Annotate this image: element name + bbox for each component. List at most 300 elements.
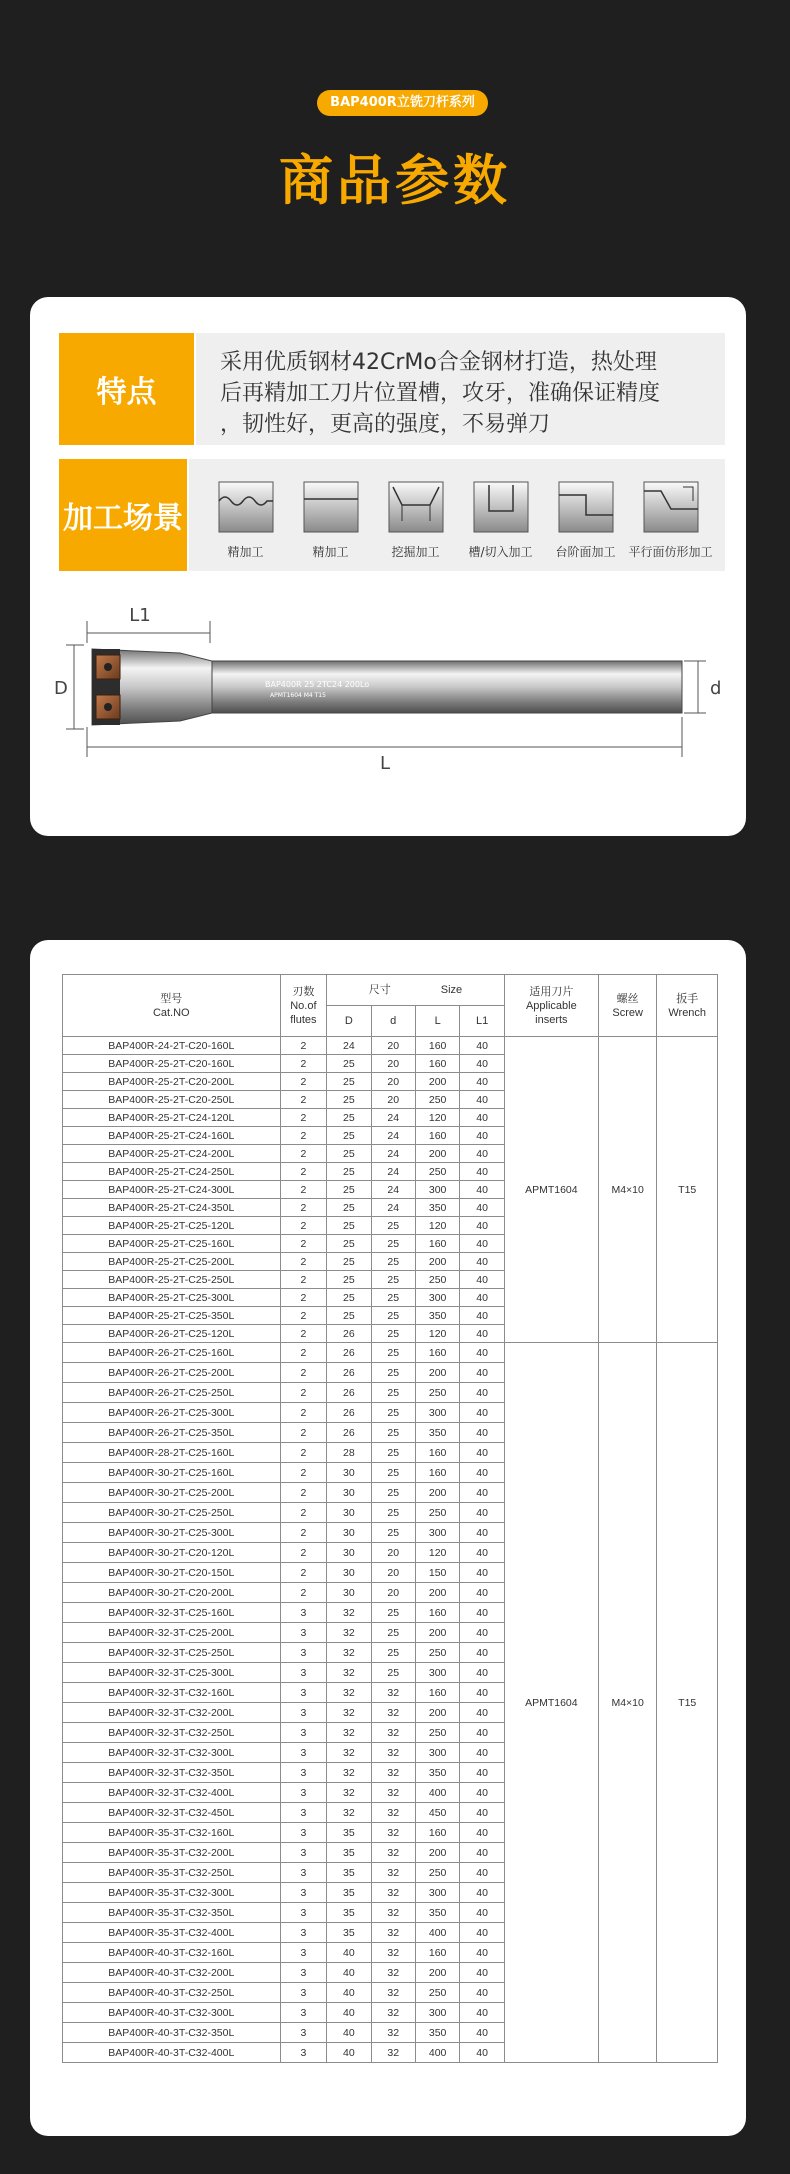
cell-model: BAP400R-32-3T-C32-400L xyxy=(63,1783,281,1803)
cell-d-big: 40 xyxy=(327,1943,371,1963)
cell-model: BAP400R-25-2T-C24-160L xyxy=(63,1127,281,1145)
cell-l1: 40 xyxy=(460,1289,504,1307)
cell-flutes: 2 xyxy=(280,1503,327,1523)
cell-d-big: 25 xyxy=(327,1055,371,1073)
tool-diagram xyxy=(30,597,746,787)
cell-flutes: 2 xyxy=(280,1037,327,1055)
cell-flutes: 2 xyxy=(280,1523,327,1543)
cell-d-small: 25 xyxy=(371,1271,415,1289)
cell-l1: 40 xyxy=(460,1253,504,1271)
cell-l: 250 xyxy=(415,1503,459,1523)
cell-l1: 40 xyxy=(460,1943,504,1963)
cell-flutes: 2 xyxy=(280,1563,327,1583)
cell-l1: 40 xyxy=(460,1463,504,1483)
cell-d-small: 32 xyxy=(371,1703,415,1723)
cell-model: BAP400R-30-2T-C20-150L xyxy=(63,1563,281,1583)
cell-d-big: 35 xyxy=(327,1823,371,1843)
cell-flutes: 2 xyxy=(280,1463,327,1483)
cell-d-big: 25 xyxy=(327,1145,371,1163)
cell-l1: 40 xyxy=(460,1127,504,1145)
cell-d-small: 25 xyxy=(371,1289,415,1307)
cell-d-small: 32 xyxy=(371,2003,415,2023)
scene-label: 挖掘加工 xyxy=(391,545,440,559)
cell-flutes: 3 xyxy=(280,1643,327,1663)
cell-model: BAP400R-30-2T-C20-200L xyxy=(63,1583,281,1603)
features-row xyxy=(59,333,725,445)
cell-flutes: 3 xyxy=(280,1603,327,1623)
scenes-content xyxy=(189,459,725,571)
cell-l: 250 xyxy=(415,1091,459,1109)
cell-d-big: 25 xyxy=(327,1109,371,1127)
cell-model: BAP400R-30-2T-C25-200L xyxy=(63,1483,281,1503)
cell-flutes: 3 xyxy=(280,1883,327,1903)
cell-flutes: 3 xyxy=(280,1943,327,1963)
cell-l1: 40 xyxy=(460,1743,504,1763)
cell-d-big: 25 xyxy=(327,1307,371,1325)
cell-model: BAP400R-30-2T-C25-250L xyxy=(63,1503,281,1523)
cell-l1: 40 xyxy=(460,1983,504,2003)
cell-flutes: 2 xyxy=(280,1307,327,1325)
cell-l1: 40 xyxy=(460,1073,504,1091)
cell-l1: 40 xyxy=(460,1903,504,1923)
slot-icon xyxy=(473,481,529,533)
cell-d-small: 25 xyxy=(371,1217,415,1235)
cell-l: 300 xyxy=(415,1289,459,1307)
cell-d-big: 26 xyxy=(327,1363,371,1383)
cell-d-big: 32 xyxy=(327,1743,371,1763)
cell-d-big: 25 xyxy=(327,1235,371,1253)
scenes-label: 加工场景 xyxy=(59,459,187,571)
cell-d-small: 32 xyxy=(371,1723,415,1743)
wavy-surface-icon xyxy=(218,481,274,533)
cell-flutes: 2 xyxy=(280,1091,327,1109)
cell-d-big: 40 xyxy=(327,2043,371,2063)
table-row xyxy=(63,1343,718,1363)
cell-l1: 40 xyxy=(460,1583,504,1603)
cell-model: BAP400R-40-3T-C32-400L xyxy=(63,2043,281,2063)
cell-model: BAP400R-26-2T-C25-300L xyxy=(63,1403,281,1423)
cell-d-small: 20 xyxy=(371,1055,415,1073)
cell-model: BAP400R-25-2T-C24-120L xyxy=(63,1109,281,1127)
cell-l: 160 xyxy=(415,1055,459,1073)
cell-l1: 40 xyxy=(460,1235,504,1253)
cell-d-small: 32 xyxy=(371,1903,415,1923)
cell-flutes: 3 xyxy=(280,1723,327,1743)
cell-model: BAP400R-35-3T-C32-350L xyxy=(63,1903,281,1923)
cell-model: BAP400R-26-2T-C25-120L xyxy=(63,1325,281,1343)
cell-l: 300 xyxy=(415,1663,459,1683)
cell-d-big: 26 xyxy=(327,1343,371,1363)
scene-item xyxy=(300,481,361,560)
cell-l1: 40 xyxy=(460,1181,504,1199)
scene-item xyxy=(215,481,276,560)
cell-d-big: 32 xyxy=(327,1723,371,1743)
cell-flutes: 3 xyxy=(280,1863,327,1883)
cell-d-small: 32 xyxy=(371,2043,415,2063)
scene-label: 台阶面加工 xyxy=(555,545,616,559)
cell-l1: 40 xyxy=(460,1843,504,1863)
cell-l1: 40 xyxy=(460,1663,504,1683)
header-screw: 螺丝 Screw xyxy=(598,975,656,1037)
features-content xyxy=(196,333,725,445)
cell-model: BAP400R-26-2T-C25-250L xyxy=(63,1383,281,1403)
header-wrench: 扳手 Wrench xyxy=(657,975,718,1037)
cell-d-small: 25 xyxy=(371,1663,415,1683)
cell-l1: 40 xyxy=(460,1055,504,1073)
cell-d-big: 26 xyxy=(327,1423,371,1443)
cell-d-small: 25 xyxy=(371,1603,415,1623)
cell-l: 160 xyxy=(415,1235,459,1253)
cell-d-small: 25 xyxy=(371,1253,415,1271)
cell-model: BAP400R-25-2T-C25-120L xyxy=(63,1217,281,1235)
cell-d-small: 25 xyxy=(371,1235,415,1253)
cell-l: 160 xyxy=(415,1943,459,1963)
cell-l: 200 xyxy=(415,1843,459,1863)
cell-flutes: 2 xyxy=(280,1403,327,1423)
flat-surface-icon xyxy=(303,481,359,533)
cell-flutes: 2 xyxy=(280,1583,327,1603)
cell-d-small: 25 xyxy=(371,1325,415,1343)
cell-l: 200 xyxy=(415,1483,459,1503)
cell-model: BAP400R-35-3T-C32-200L xyxy=(63,1843,281,1863)
cell-l: 300 xyxy=(415,1181,459,1199)
cell-flutes: 3 xyxy=(280,1663,327,1683)
cell-model: BAP400R-35-3T-C32-400L xyxy=(63,1923,281,1943)
cell-d-small: 32 xyxy=(371,1803,415,1823)
cell-l1: 40 xyxy=(460,2023,504,2043)
cell-l: 300 xyxy=(415,1523,459,1543)
cell-l1: 40 xyxy=(460,1963,504,1983)
cell-l: 160 xyxy=(415,1343,459,1363)
cell-model: BAP400R-35-3T-C32-250L xyxy=(63,1863,281,1883)
cell-model: BAP400R-32-3T-C25-160L xyxy=(63,1603,281,1623)
cell-d-small: 32 xyxy=(371,1783,415,1803)
cell-l: 120 xyxy=(415,1325,459,1343)
cell-model: BAP400R-32-3T-C25-200L xyxy=(63,1623,281,1643)
cell-model: BAP400R-25-2T-C25-200L xyxy=(63,1253,281,1271)
cell-l1: 40 xyxy=(460,1823,504,1843)
cell-d-small: 25 xyxy=(371,1383,415,1403)
cell-model: BAP400R-25-2T-C25-250L xyxy=(63,1271,281,1289)
cell-model: BAP400R-28-2T-C25-160L xyxy=(63,1443,281,1463)
cell-d-small: 32 xyxy=(371,1823,415,1843)
cell-model: BAP400R-25-2T-C25-300L xyxy=(63,1289,281,1307)
cell-l1: 40 xyxy=(460,1145,504,1163)
cell-model: BAP400R-40-3T-C32-300L xyxy=(63,2003,281,2023)
cell-l: 300 xyxy=(415,2003,459,2023)
cell-flutes: 3 xyxy=(280,1983,327,2003)
cell-l1: 40 xyxy=(460,1803,504,1823)
cell-d-big: 26 xyxy=(327,1325,371,1343)
l-label: L xyxy=(379,753,391,774)
feature-line: 后再精加工刀片位置槽，攻牙，准确保证精度 xyxy=(220,381,661,406)
cell-l: 200 xyxy=(415,1145,459,1163)
cell-d-small: 32 xyxy=(371,1943,415,1963)
cell-l: 160 xyxy=(415,1463,459,1483)
cell-d-big: 25 xyxy=(327,1127,371,1145)
spec-card xyxy=(30,940,746,2136)
cell-model: BAP400R-32-3T-C32-450L xyxy=(63,1803,281,1823)
cell-model: BAP400R-24-2T-C20-160L xyxy=(63,1037,281,1055)
cell-model: BAP400R-26-2T-C25-200L xyxy=(63,1363,281,1383)
feature-card xyxy=(30,297,746,836)
cell-flutes: 2 xyxy=(280,1127,327,1145)
cell-l1: 40 xyxy=(460,1723,504,1743)
cell-l: 200 xyxy=(415,1623,459,1643)
cell-l1: 40 xyxy=(460,1523,504,1543)
cell-l1: 40 xyxy=(460,2003,504,2023)
cell-l: 250 xyxy=(415,1163,459,1181)
cell-d-small: 25 xyxy=(371,1463,415,1483)
cell-flutes: 3 xyxy=(280,1803,327,1823)
cell-l: 200 xyxy=(415,1583,459,1603)
cell-model: BAP400R-25-2T-C24-250L xyxy=(63,1163,281,1181)
cell-insert: APMT1604 xyxy=(504,1037,598,1343)
cell-d-big: 24 xyxy=(327,1037,371,1055)
cell-d-small: 32 xyxy=(371,1863,415,1883)
cell-d-small: 25 xyxy=(371,1343,415,1363)
cell-model: BAP400R-30-2T-C25-300L xyxy=(63,1523,281,1543)
cell-d-big: 32 xyxy=(327,1623,371,1643)
cell-l: 200 xyxy=(415,1703,459,1723)
cell-flutes: 2 xyxy=(280,1217,327,1235)
cell-d-big: 25 xyxy=(327,1217,371,1235)
scene-item xyxy=(628,481,713,560)
cell-l1: 40 xyxy=(460,1703,504,1723)
cell-l1: 40 xyxy=(460,1091,504,1109)
cell-d-big: 26 xyxy=(327,1383,371,1403)
cell-d-big: 32 xyxy=(327,1603,371,1623)
header-d-small: d xyxy=(371,1006,415,1037)
cell-d-big: 35 xyxy=(327,1903,371,1923)
cell-d-big: 40 xyxy=(327,1963,371,1983)
cell-model: BAP400R-40-3T-C32-250L xyxy=(63,1983,281,2003)
cell-l: 300 xyxy=(415,1883,459,1903)
cell-d-small: 20 xyxy=(371,1037,415,1055)
cell-flutes: 2 xyxy=(280,1145,327,1163)
cell-d-small: 25 xyxy=(371,1523,415,1543)
cell-l: 160 xyxy=(415,1443,459,1463)
cell-d-small: 32 xyxy=(371,1963,415,1983)
cell-d-small: 32 xyxy=(371,1923,415,1943)
cell-d-small: 24 xyxy=(371,1145,415,1163)
cell-l1: 40 xyxy=(460,1199,504,1217)
cell-d-small: 25 xyxy=(371,1423,415,1443)
cell-d-big: 30 xyxy=(327,1483,371,1503)
cell-flutes: 3 xyxy=(280,1963,327,1983)
cell-l1: 40 xyxy=(460,1563,504,1583)
cell-l1: 40 xyxy=(460,1403,504,1423)
cell-wrench: T15 xyxy=(657,1343,718,2063)
cell-l: 400 xyxy=(415,1923,459,1943)
cell-l: 350 xyxy=(415,1763,459,1783)
scene-label: 精加工 xyxy=(312,545,349,559)
cell-l: 160 xyxy=(415,1683,459,1703)
cell-d-big: 32 xyxy=(327,1803,371,1823)
cell-flutes: 2 xyxy=(280,1289,327,1307)
cell-flutes: 2 xyxy=(280,1543,327,1563)
header-d-big: D xyxy=(327,1006,371,1037)
cell-model: BAP400R-25-2T-C24-350L xyxy=(63,1199,281,1217)
cell-l: 250 xyxy=(415,1863,459,1883)
cell-l: 400 xyxy=(415,2043,459,2063)
cell-d-big: 32 xyxy=(327,1763,371,1783)
cell-l1: 40 xyxy=(460,1643,504,1663)
cell-d-small: 32 xyxy=(371,1683,415,1703)
cell-d-small: 25 xyxy=(371,1403,415,1423)
cell-flutes: 2 xyxy=(280,1163,327,1181)
cell-d-small: 24 xyxy=(371,1127,415,1145)
cell-l1: 40 xyxy=(460,1483,504,1503)
cell-d-small: 20 xyxy=(371,1091,415,1109)
cell-l: 400 xyxy=(415,1783,459,1803)
cell-l1: 40 xyxy=(460,1217,504,1235)
cell-l1: 40 xyxy=(460,1423,504,1443)
scene-item xyxy=(470,481,531,560)
scene-label: 槽/切入加工 xyxy=(468,545,533,559)
cell-l1: 40 xyxy=(460,1683,504,1703)
cell-d-big: 25 xyxy=(327,1163,371,1181)
cell-flutes: 2 xyxy=(280,1181,327,1199)
cell-d-small: 24 xyxy=(371,1109,415,1127)
cell-model: BAP400R-35-3T-C32-300L xyxy=(63,1883,281,1903)
header-l1: L1 xyxy=(460,1006,504,1037)
cell-screw: M4×10 xyxy=(598,1343,656,2063)
cell-model: BAP400R-25-2T-C20-160L xyxy=(63,1055,281,1073)
cell-l: 200 xyxy=(415,1363,459,1383)
cell-l: 350 xyxy=(415,1423,459,1443)
cell-model: BAP400R-32-3T-C25-300L xyxy=(63,1663,281,1683)
cell-flutes: 3 xyxy=(280,1843,327,1863)
cell-l: 200 xyxy=(415,1963,459,1983)
cell-flutes: 3 xyxy=(280,1903,327,1923)
cell-d-small: 32 xyxy=(371,1763,415,1783)
cell-l1: 40 xyxy=(460,1503,504,1523)
cell-d-big: 30 xyxy=(327,1503,371,1523)
cell-l: 250 xyxy=(415,1983,459,2003)
cell-d-small: 25 xyxy=(371,1503,415,1523)
cell-l1: 40 xyxy=(460,1923,504,1943)
tool-engraving: BAP400R 25 2TC24 200Lo xyxy=(265,680,370,689)
cell-d-big: 32 xyxy=(327,1703,371,1723)
cell-l: 160 xyxy=(415,1127,459,1145)
cell-d-big: 25 xyxy=(327,1199,371,1217)
cell-l1: 40 xyxy=(460,1363,504,1383)
cell-l: 160 xyxy=(415,1037,459,1055)
cell-flutes: 3 xyxy=(280,1763,327,1783)
cell-l: 350 xyxy=(415,1307,459,1325)
cell-flutes: 2 xyxy=(280,1325,327,1343)
cell-flutes: 2 xyxy=(280,1363,327,1383)
cell-d-big: 25 xyxy=(327,1289,371,1307)
cell-d-big: 35 xyxy=(327,1863,371,1883)
cell-model: BAP400R-26-2T-C25-350L xyxy=(63,1423,281,1443)
cell-flutes: 2 xyxy=(280,1235,327,1253)
cell-d-small: 24 xyxy=(371,1199,415,1217)
feature-line: 采用优质钢材42CrMo合金钢材打造，热处理 xyxy=(220,350,657,375)
cell-model: BAP400R-32-3T-C32-350L xyxy=(63,1763,281,1783)
cell-l1: 40 xyxy=(460,1603,504,1623)
cell-flutes: 2 xyxy=(280,1253,327,1271)
header-model: 型号 Cat.NO xyxy=(63,975,281,1037)
cell-d-small: 24 xyxy=(371,1163,415,1181)
header-insert: 适用刀片 Applicable inserts xyxy=(504,975,598,1037)
cell-l1: 40 xyxy=(460,1443,504,1463)
d-small-label: d xyxy=(710,678,722,699)
cell-l1: 40 xyxy=(460,1109,504,1127)
cell-l: 200 xyxy=(415,1073,459,1091)
cell-d-small: 32 xyxy=(371,2023,415,2043)
cell-d-big: 25 xyxy=(327,1073,371,1091)
header-l: L xyxy=(415,1006,459,1037)
cell-l1: 40 xyxy=(460,1163,504,1181)
cell-model: BAP400R-40-3T-C32-350L xyxy=(63,2023,281,2043)
cell-flutes: 2 xyxy=(280,1073,327,1091)
cell-l: 450 xyxy=(415,1803,459,1823)
cell-d-big: 26 xyxy=(327,1403,371,1423)
cell-model: BAP400R-32-3T-C32-250L xyxy=(63,1723,281,1743)
cell-d-small: 32 xyxy=(371,1983,415,2003)
cell-l: 250 xyxy=(415,1723,459,1743)
cell-d-big: 30 xyxy=(327,1463,371,1483)
cell-d-small: 25 xyxy=(371,1443,415,1463)
header-flutes: 刃数 No.of flutes xyxy=(280,975,327,1037)
cell-d-big: 40 xyxy=(327,1983,371,2003)
cell-d-big: 25 xyxy=(327,1181,371,1199)
cell-l1: 40 xyxy=(460,1383,504,1403)
cell-flutes: 3 xyxy=(280,1623,327,1643)
cell-d-big: 28 xyxy=(327,1443,371,1463)
cell-l1: 40 xyxy=(460,1325,504,1343)
cell-d-big: 35 xyxy=(327,1843,371,1863)
cell-model: BAP400R-25-2T-C25-160L xyxy=(63,1235,281,1253)
pocket-icon xyxy=(388,481,444,533)
tool-engraving-sub: APMT1604 M4 T15 xyxy=(270,692,326,699)
cell-l: 150 xyxy=(415,1563,459,1583)
cell-l: 120 xyxy=(415,1109,459,1127)
cell-model: BAP400R-25-2T-C20-250L xyxy=(63,1091,281,1109)
table-row xyxy=(63,1037,718,1055)
cell-d-small: 25 xyxy=(371,1483,415,1503)
cell-l: 300 xyxy=(415,1743,459,1763)
cell-l: 120 xyxy=(415,1217,459,1235)
cell-d-big: 35 xyxy=(327,1923,371,1943)
cell-d-big: 32 xyxy=(327,1663,371,1683)
cell-d-big: 30 xyxy=(327,1543,371,1563)
cell-flutes: 2 xyxy=(280,1343,327,1363)
page-title: 商品参数 xyxy=(279,149,511,212)
cell-d-small: 25 xyxy=(371,1623,415,1643)
cell-flutes: 2 xyxy=(280,1271,327,1289)
cell-flutes: 3 xyxy=(280,1823,327,1843)
cell-l1: 40 xyxy=(460,1623,504,1643)
cell-l: 250 xyxy=(415,1383,459,1403)
cell-flutes: 2 xyxy=(280,1055,327,1073)
cell-d-big: 25 xyxy=(327,1271,371,1289)
header-size: 尺寸 Size xyxy=(327,975,505,1006)
cell-model: BAP400R-25-2T-C24-300L xyxy=(63,1181,281,1199)
cell-flutes: 3 xyxy=(280,1743,327,1763)
cell-d-big: 30 xyxy=(327,1523,371,1543)
cell-l: 200 xyxy=(415,1253,459,1271)
cell-d-big: 32 xyxy=(327,1783,371,1803)
profile-icon xyxy=(643,481,699,533)
step-icon xyxy=(558,481,614,533)
cell-l1: 40 xyxy=(460,1543,504,1563)
cell-d-small: 20 xyxy=(371,1073,415,1091)
scenes-row xyxy=(59,459,725,571)
scene-label: 平行面仿形加工 xyxy=(628,545,713,559)
